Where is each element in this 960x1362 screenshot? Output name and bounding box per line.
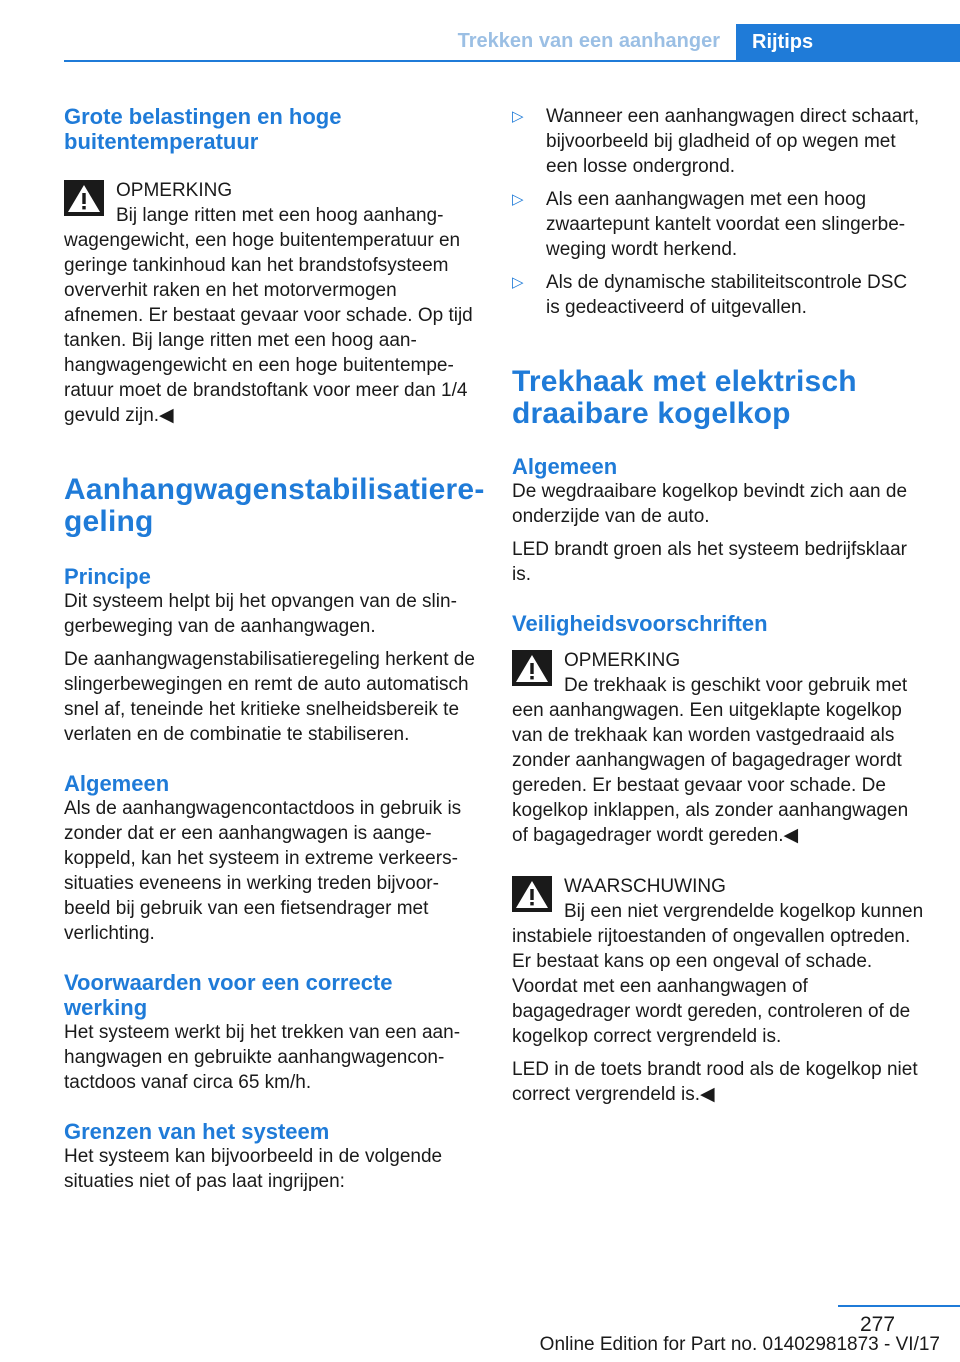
note-text: De trekhaak is geschikt voor gebruik met een aanhangwagen. Een uitgeklapte kogelkop van de trekhaak kan worden vastgedraaid als zonder aanhangwagen of bagagedrager wordt gereden. Er bestaat gevaar voor schade. De kogelkop inklappen, als zonder aanhangwagen of bagagedrager wordt gereden.◀ (512, 675, 909, 846)
bullet-triangle-icon: ▷ (512, 108, 524, 125)
warning-icon (64, 180, 104, 216)
right-column (512, 104, 926, 1107)
paragraph-algemeen: Als de aanhangwagencontactdoos in gebruik is zonder dat er een aanhangwagen is aangekoppeld, kan het systeem in extreme verkeerssituaties eveneens in werking treden bijvoorbeeld bij gebruik van een fietsendrager met verlichting. (64, 798, 462, 944)
header-section-title: Trekken van een aanhanger (457, 30, 720, 52)
paragraph-led-red: LED in de toets brandt rood als de kogelkop niet correct vergrendeld is.◀ (512, 1059, 918, 1105)
note-title: OPMERKING (564, 650, 681, 671)
note-text: Bij lange ritten met een hoog aanhangwagengewicht, een hoge buitentemperatuur en geringe tankinhoud kan het brandstofsysteem oververhit raken en het motorvermogen afnemen. Er bestaat gevaar voor schade. Op tijd tanken. Bij lange ritten met een hoog aanhangwagengewicht en een hoge buitentemperatuur moet de brandstoftank voor meer dan 1/4 gevuld zijn.◀ (64, 205, 473, 426)
heading-trailer-stabilization: Aanhangwagenstabilisatieregeling (64, 473, 485, 538)
bullet-triangle-icon: ▷ (512, 274, 524, 291)
list-item: ▷ Als de dynamische stabiliteitscontrole DSC is gedeactiveerd of uitgevallen. (512, 272, 908, 318)
page-header (0, 0, 960, 62)
list-item: ▷ Wanneer een aanhangwagen direct schaart, bijvoorbeeld bij gladheid of op wegen met een losse ondergrond. (512, 106, 920, 177)
warning-title: WAARSCHUWING (564, 876, 726, 897)
limits-list (512, 104, 926, 320)
heading-algemeen-right: Algemeen (512, 454, 618, 479)
note-high-load (64, 178, 478, 428)
paragraph-conditions: Het systeem werkt bij het trekken van een aanhangwagen en gebruikte aanhangwagencontactdoos vanaf circa 65 km/h. (64, 1022, 461, 1093)
paragraph-tow-hitch-2: LED brandt groen als het systeem bedrijfsklaar is. (512, 539, 907, 585)
warning-text: Bij een niet vergrendelde kogelkop kunnen instabiele rijtoestanden of ongevallen optreden. Er bestaat kans op een ongeval of schade. Voordat met een aanhangwagen of bagagedrager wordt gereden, controleren of de kogelkop correct vergrendeld is. (512, 901, 924, 1047)
paragraph-principe-2: De aanhangwagenstabilisatieregeling herkent de slingerbewegingen en remt de auto automatisch snel af, teneinde het kritieke snelheidsbereik te verlaten en de combinatie te stabiliseren. (64, 649, 475, 745)
warning-icon (512, 650, 552, 686)
heading-algemeen: Algemeen (64, 771, 170, 796)
paragraph-limits: Het systeem kan bijvoorbeeld in de volgende situaties niet of pas laat ingrijpen: (64, 1146, 443, 1192)
warning-tow-hitch (512, 874, 926, 1049)
left-column (64, 104, 485, 1194)
header-rule (64, 60, 960, 62)
footer-rule (838, 1305, 960, 1307)
heading-tow-hitch: Trekhaak met elektrisch draaibare kogelkop (512, 365, 857, 430)
bullet-triangle-icon: ▷ (512, 191, 524, 208)
page-number: 277 (860, 1313, 896, 1336)
heading-limits: Grenzen van het systeem (64, 1119, 330, 1144)
heading-principe: Principe (64, 564, 151, 589)
heading-conditions: Voorwaarden voor een correcte werking (64, 970, 393, 1020)
edition-footer: Online Edition for Part no. 01402981873 - VI/17 (539, 1334, 940, 1355)
header-chapter-tab: Rijtips (736, 24, 960, 62)
list-item: ▷ Als een aanhangwagen met een hoog zwaartepunt kantelt voordat een slingerbeweging wordt herkend. (512, 189, 906, 260)
note-title: OPMERKING (116, 180, 233, 201)
warning-icon (512, 876, 552, 912)
paragraph-principe-1: Dit systeem helpt bij het opvangen van de slingerbeweging van de aanhangwagen. (64, 591, 457, 637)
paragraph-tow-hitch-1: De wegdraaibare kogelkop bevindt zich aan de onderzijde van de auto. (512, 481, 908, 527)
heading-safety: Veiligheidsvoorschriften (512, 611, 768, 636)
note-tow-hitch (512, 648, 926, 848)
heading-high-load: Grote belastingen en hoge buitentemperatuur (64, 104, 342, 154)
